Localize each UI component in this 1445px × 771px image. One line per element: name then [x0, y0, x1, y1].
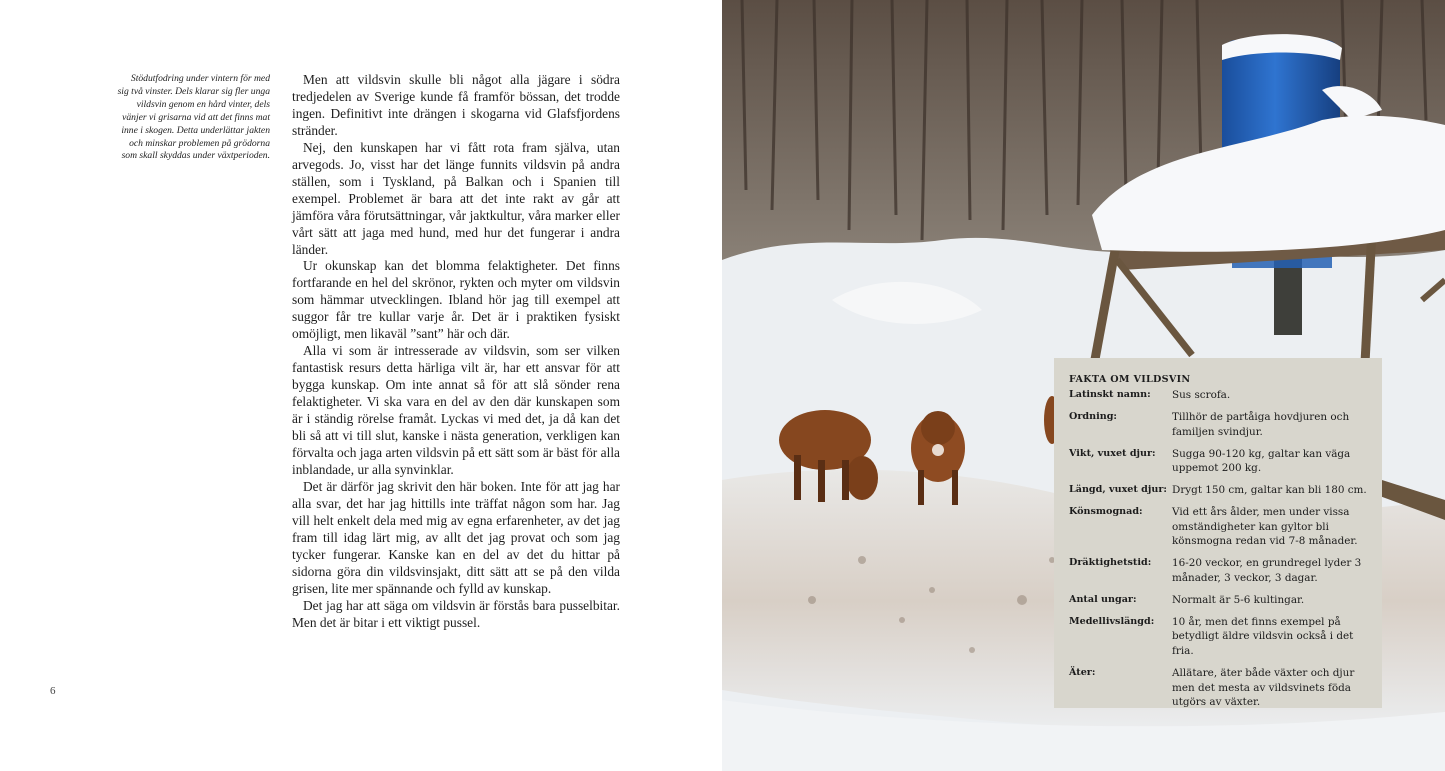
- fact-row: [1069, 666, 1368, 710]
- fact-row: [1069, 388, 1368, 403]
- fact-value: Sugga 90-120 kg, galtar kan väga uppemot 200 kg.: [1172, 447, 1351, 475]
- paragraph: Men att vildsvin skulle bli något alla jägare i södra tredjedelen av Sverige kunde få framför bössan, det trodde ingen. Definitivt inte drängen i skogarna vid Glafsfjordens stränder.: [292, 72, 620, 138]
- fact-label: Könsmognad:: [1069, 506, 1143, 518]
- fact-row: [1069, 483, 1368, 498]
- fact-row: [1069, 615, 1368, 659]
- fact-value: Normalt är 5-6 kultingar.: [1172, 593, 1305, 606]
- fact-value: Tillhör de partåiga hovdjuren och familjen svindjur.: [1172, 410, 1350, 438]
- fact-row: [1069, 505, 1368, 549]
- fact-label: Äter:: [1069, 667, 1096, 679]
- fact-value: Sus scrofa.: [1172, 389, 1231, 401]
- left-page: [0, 0, 722, 771]
- fact-value: 10 år, men det finns exempel på betydligt äldre vildsvin också i det fria.: [1172, 615, 1354, 658]
- fact-value: Allätare, äter både växter och djur men det mesta av vildsvinets föda utgörs av växter.: [1172, 667, 1355, 709]
- page-number: 6: [50, 685, 56, 697]
- caption-line: och minskar problemen på grödorna: [129, 137, 270, 149]
- fact-label: Ordning:: [1069, 410, 1117, 422]
- caption-line: inne i skogen. Detta underlättar jakten: [121, 124, 270, 136]
- caption-line: Stödutfodring under vintern för med: [130, 73, 270, 84]
- caption-line: vänjer vi grisarna vid att det finns mat: [122, 111, 270, 123]
- paragraph: Det jag har att säga om vildsvin är förstås bara pusselbitar. Men det är bitar i ett viktigt pussel.: [292, 597, 620, 630]
- paragraph: Ur okunskap kan det blomma felaktigheter. Det finns fortfarande en hel del skrönor, rykten och myter om vildsvin som hämmar utvecklingen. Ibland hör jag till exempel att suggor får tre kullar varje år. Det är i praktiken fysiskt omöjligt, men likaväl ”sant” här och där.: [292, 258, 620, 342]
- paragraph: Det är därför jag skrivit den här boken. Inte för att jag har alla svar, det har jag hittills inte träffat någon som har. Jag vill helt enkelt dela med mig av egna erfarenheter, av det jag fram till idag lärt mig, av allt det jag provat och som jag tycker fungerar. Kanske kan en del av det du hittar på sidorna göra din vildsvinsjakt, ditt sätt att se på den vilda grisen, lite mer spännande och fylld av kunskap.: [292, 478, 620, 596]
- fact-label: Latinskt namn:: [1069, 389, 1151, 400]
- fact-row: [1069, 593, 1368, 608]
- fact-value: Vid ett års ålder, men under vissa omständigheter kan gyltor bli könsmogna redan vid 7-8 månader.: [1172, 506, 1358, 548]
- fact-label: Medellivslängd:: [1069, 615, 1155, 627]
- caption-line: vildsvin genom en hård vinter, dels: [136, 98, 270, 110]
- fact-value: Drygt 150 cm, galtar kan bli 180 cm.: [1172, 484, 1367, 497]
- fact-value: 16-20 veckor, en grundregel lyder 3 månader, 3 veckor, 3 dagar.: [1172, 557, 1362, 584]
- caption-line: sig två vinster. Dels klarar sig fler unga: [117, 85, 270, 97]
- fact-label: Antal ungar:: [1069, 593, 1137, 605]
- fact-box-title: FAKTA OM VILDSVIN: [1069, 374, 1191, 385]
- fact-label: Längd, vuxet djur:: [1069, 484, 1167, 496]
- paragraph: Alla vi som är intresserade av vildsvin, som ser vilken fantastisk resurs detta härliga vilt är, har ett ansvar för att bygga kunskap. Om inte annat så för att slå sönder rena felaktigheter. Vi ska vara en del av den där kunskapen som är i ständig rörelse framåt. Lyckas vi med det, ja då kan det bli så att vi till slut, kanske i nästa generation, verkligen kan förvalta och jaga arten vildsvin på ett sätt som är bäst för alla inblandade, ur alla synvinklar.: [292, 343, 620, 477]
- fact-label: Dräktighetstid:: [1069, 557, 1152, 569]
- fact-row: [1069, 410, 1368, 439]
- fact-label: Vikt, vuxet djur:: [1069, 447, 1156, 459]
- caption-line: som skall skyddas under växtperioden.: [121, 150, 270, 162]
- fact-row: [1069, 556, 1368, 585]
- body-text: [292, 72, 620, 631]
- fact-box: [1054, 358, 1382, 708]
- fact-row: [1069, 447, 1368, 476]
- paragraph: Nej, den kunskapen har vi fått rota fram själva, utan arvegods. Jo, visst har det länge funnits vildsvin på andra ställen, som i Tyskland, på Balkan och i Spanien till exempel. Problemet är bara att det inte rakt av går att jämföra våra förutsättningar, vår jaktkultur, våra marker eller vårt sätt att jaga med hund, med hur det fungerar i andra länder.: [292, 139, 620, 257]
- photo-caption: [112, 73, 270, 163]
